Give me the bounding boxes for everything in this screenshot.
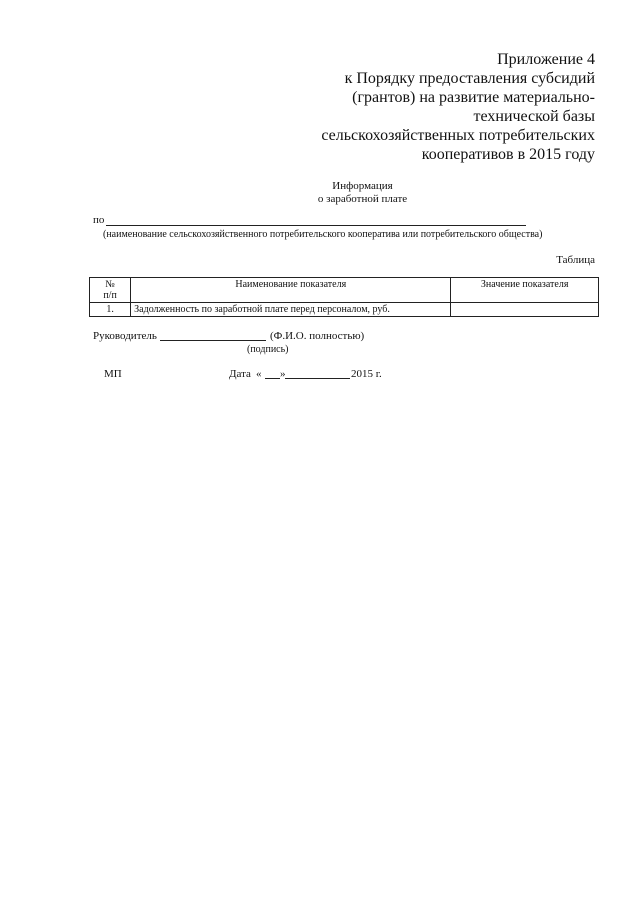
table-row <box>90 303 599 317</box>
signature-caption: (подпись) <box>247 344 289 355</box>
row-num: 1. <box>90 303 131 317</box>
table-header-row <box>90 278 599 303</box>
document-title: Информация <box>332 180 393 192</box>
recipient-caption: (наименование сельскохозяйственного потребительского кооператива или потребительского общества) <box>103 229 543 240</box>
row-value-field[interactable] <box>451 303 599 317</box>
fio-label: (Ф.И.О. полностью) <box>270 330 365 342</box>
recipient-prefix: по <box>93 214 105 226</box>
annex-line-5: сельскохозяйственных потребительских <box>321 127 595 144</box>
date-open-quote: « <box>256 368 262 380</box>
date-close-quote: » <box>280 368 286 380</box>
annex-header <box>321 50 595 164</box>
header-value: Значение показателя <box>451 278 599 303</box>
document-subtitle: о заработной плате <box>317 193 408 205</box>
recipient-name-field[interactable] <box>106 225 526 226</box>
indicator-table <box>89 277 599 317</box>
date-month-field[interactable] <box>285 378 350 379</box>
header-num-line1: № <box>105 279 115 290</box>
table-label: Таблица <box>556 254 595 266</box>
date-day-field[interactable] <box>265 378 280 379</box>
date-label: Дата <box>229 368 251 380</box>
date-year-label: 2015 г. <box>351 368 382 380</box>
annex-line-3: (грантов) на развитие материально- <box>352 89 595 106</box>
annex-line-4: технической базы <box>473 108 595 125</box>
header-name: Наименование показателя <box>131 278 451 303</box>
annex-line-6: кооперативов в 2015 году <box>421 146 595 163</box>
signature-field[interactable] <box>160 340 266 341</box>
stamp-place-label: МП <box>104 368 122 380</box>
header-num <box>90 278 131 303</box>
head-label: Руководитель <box>93 330 157 342</box>
header-num-line2: п/п <box>103 290 117 301</box>
annex-line-2: к Порядку предоставления субсидий <box>344 70 595 87</box>
row-name: Задолженность по заработной плате перед персоналом, руб. <box>131 303 451 317</box>
annex-line-1: Приложение 4 <box>497 51 595 68</box>
